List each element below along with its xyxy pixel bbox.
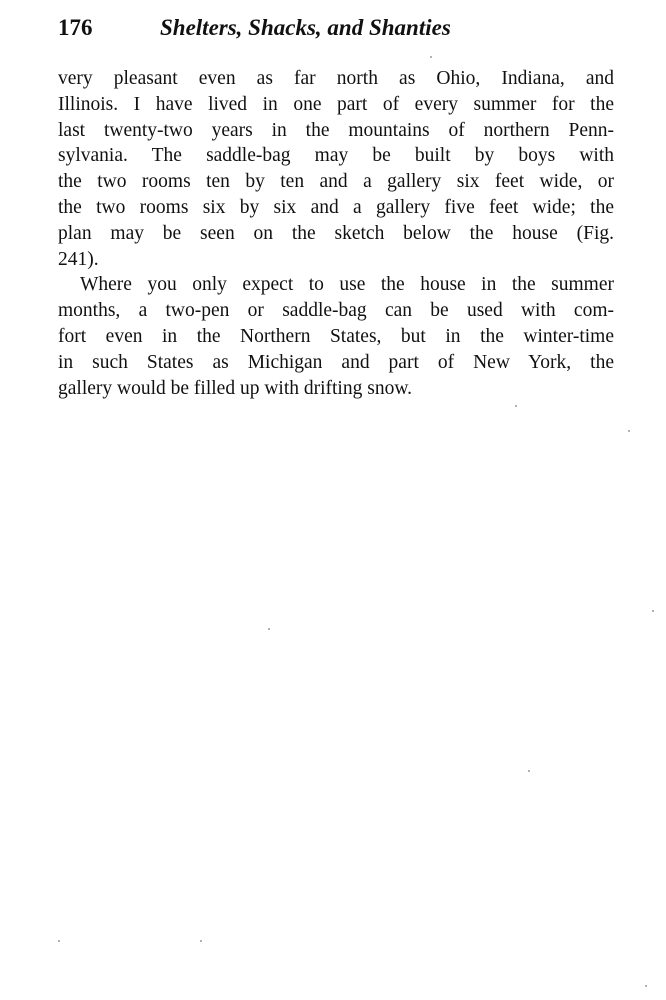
text-line: fort even in the Northern States, but in the winter-time <box>58 325 614 347</box>
text-line: Illinois. I have lived in one part of every summer for the <box>58 93 614 115</box>
text-line: plan may be seen on the sketch below the house (Fig. <box>58 222 614 244</box>
text-line: Where you only expect to use the house in the summer <box>80 274 614 296</box>
running-title: Shelters, Shacks, and Shanties <box>160 15 451 40</box>
scan-speck <box>652 610 654 612</box>
scan-speck <box>628 430 630 432</box>
scan-speck <box>58 940 60 942</box>
text-line: the two rooms ten by ten and a gallery six feet wide, or <box>58 171 614 193</box>
text-line: months, a two-pen or saddle-bag can be used with com- <box>58 300 614 322</box>
text-line: 241). <box>58 248 99 270</box>
page-header <box>58 12 618 44</box>
body-text <box>58 66 614 401</box>
scan-speck <box>528 770 530 772</box>
text-line: in such States as Michigan and part of New York, the <box>58 351 614 373</box>
scan-speck <box>645 985 647 987</box>
text-line: gallery would be filled up with drifting snow. <box>58 377 413 399</box>
text-line: very pleasant even as far north as Ohio, Indiana, and <box>58 68 614 89</box>
scan-speck <box>268 628 270 630</box>
scan-speck <box>200 940 202 942</box>
scan-speck <box>430 56 432 58</box>
page-number: 176 <box>58 15 93 40</box>
text-line: last twenty-two years in the mountains of northern Penn- <box>58 119 614 141</box>
text-line: sylvania. The saddle-bag may be built by boys with <box>58 145 614 167</box>
scan-speck <box>515 405 517 407</box>
text-line: the two rooms six by six and a gallery five feet wide; the <box>58 196 614 218</box>
